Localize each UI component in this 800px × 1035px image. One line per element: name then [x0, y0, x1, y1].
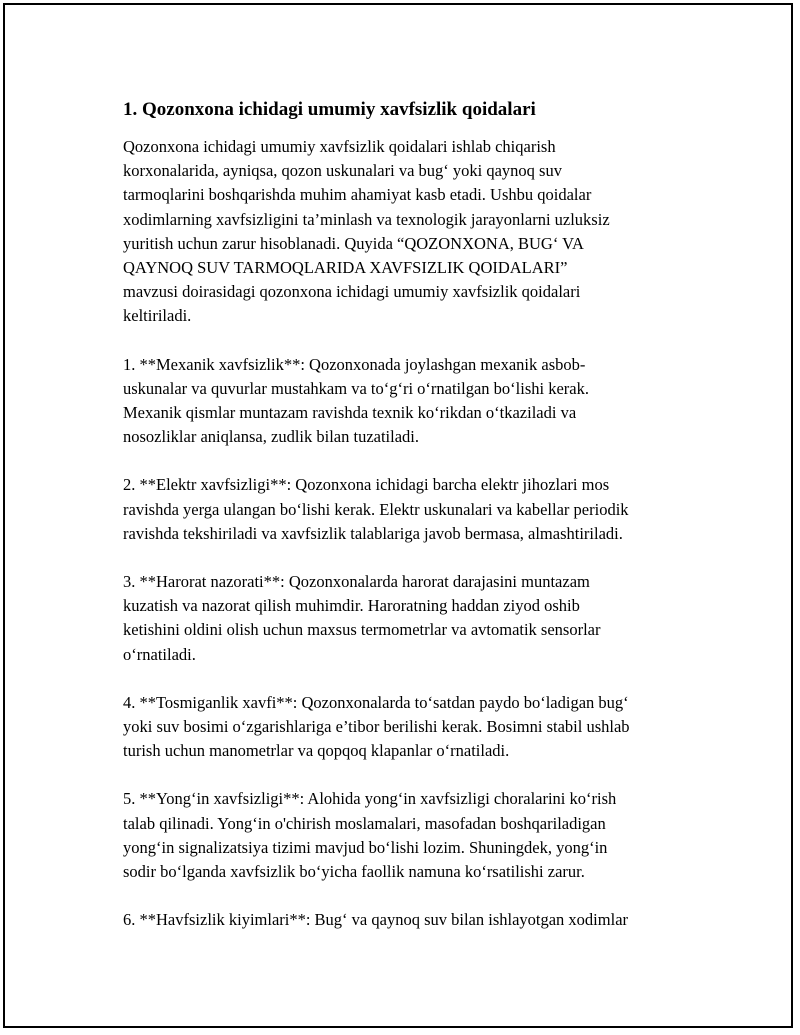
- rule-protective-clothing: 6. **Havfsizlik kiyimlari**: Bug‘ va qaynoq suv bilan ishlayotgan xodimlar: [123, 910, 629, 930]
- document-body: [120, 97, 700, 956]
- intro-paragraph: Qozonxona ichidagi umumiy xavfsizlik qoidalari ishlab chiqarish korxonalarida, ayniqsa, qozon uskunalari va bug‘ yoki qaynoq suv tarmoqlarini boshqarishda muhim ahamiyat kasb etadi. Ushbu qoidalar xodimlarning xavfsizligini ta’minlash va texnologik jarayonlarni uzluksiz yuritish uchun zarur hisoblanadi. Quyida “QOZONXONA, BUG‘ VA QAYNOQ SUV TARMOQLARIDA XAVFSIZLIK QOIDALARI” mavzusi doirasidagi qozonxona ichidagi umumiy xavfsizlik qoidalari keltiriladi.: [123, 137, 610, 326]
- rule-temperature-control: 3. **Harorat nazorati**: Qozonxonalarda harorat darajasini muntazam kuzatish va nazorat qilish muhimdir. Haroratning haddan ziyod oshib ketishini oldini olish uchun maxsus termometrlar va avtomatik sensorlar o‘rnatiladi.: [123, 572, 601, 664]
- rule-fire-safety: 5. **Yong‘in xavfsizligi**: Alohida yong‘in xavfsizligi choralarini ko‘rish talab qilinadi. Yong‘in o'chirish moslamalari, masofadan boshqariladigan yong‘in signalizatsiya tizimi mavjud bo‘lishi lozim. Shuningdek, yong‘in sodir bo‘lganda xavfsizlik bo‘yicha faollik namuna ko‘rsatilishi zarur.: [123, 789, 617, 882]
- rule-pressure-hazard: 4. **Tosmiganlik xavfi**: Qozonxonalarda to‘satdan paydo bo‘ladigan bug‘ yoki suv bosimi o‘zgarishlariga e’tibor berilishi kerak. Bosimni stabil ushlab turish uchun manometrlar va qopqoq klapanlar o‘rnatiladi.: [123, 692, 630, 761]
- page-frame: [3, 3, 793, 1028]
- rule-mechanical-safety: 1. **Mexanik xavfsizlik**: Qozonxonada joylashgan mexanik asbob- uskunalar va quvurlar mustahkam va to‘g‘ri o‘rnatilgan bo‘lishi kerak. Mexanik qismlar muntazam ravishda texnik ko‘rikdan o‘tkaziladi va nosozliklar aniqlansa, zudlik bilan tuzatiladi.: [123, 354, 589, 447]
- rule-electrical-safety: 2. **Elektr xavfsizligi**: Qozonxona ichidagi barcha elektr jihozlari mos ravishda yerga ulangan bo‘lishi kerak. Elektr uskunalari va kabellar periodik ravishda tekshiriladi va xavfsizlik talablariga javob bermasa, almashtiriladi.: [123, 475, 629, 543]
- section-heading: 1. Qozonxona ichidagi umumiy xavfsizlik qoidalari: [123, 99, 536, 120]
